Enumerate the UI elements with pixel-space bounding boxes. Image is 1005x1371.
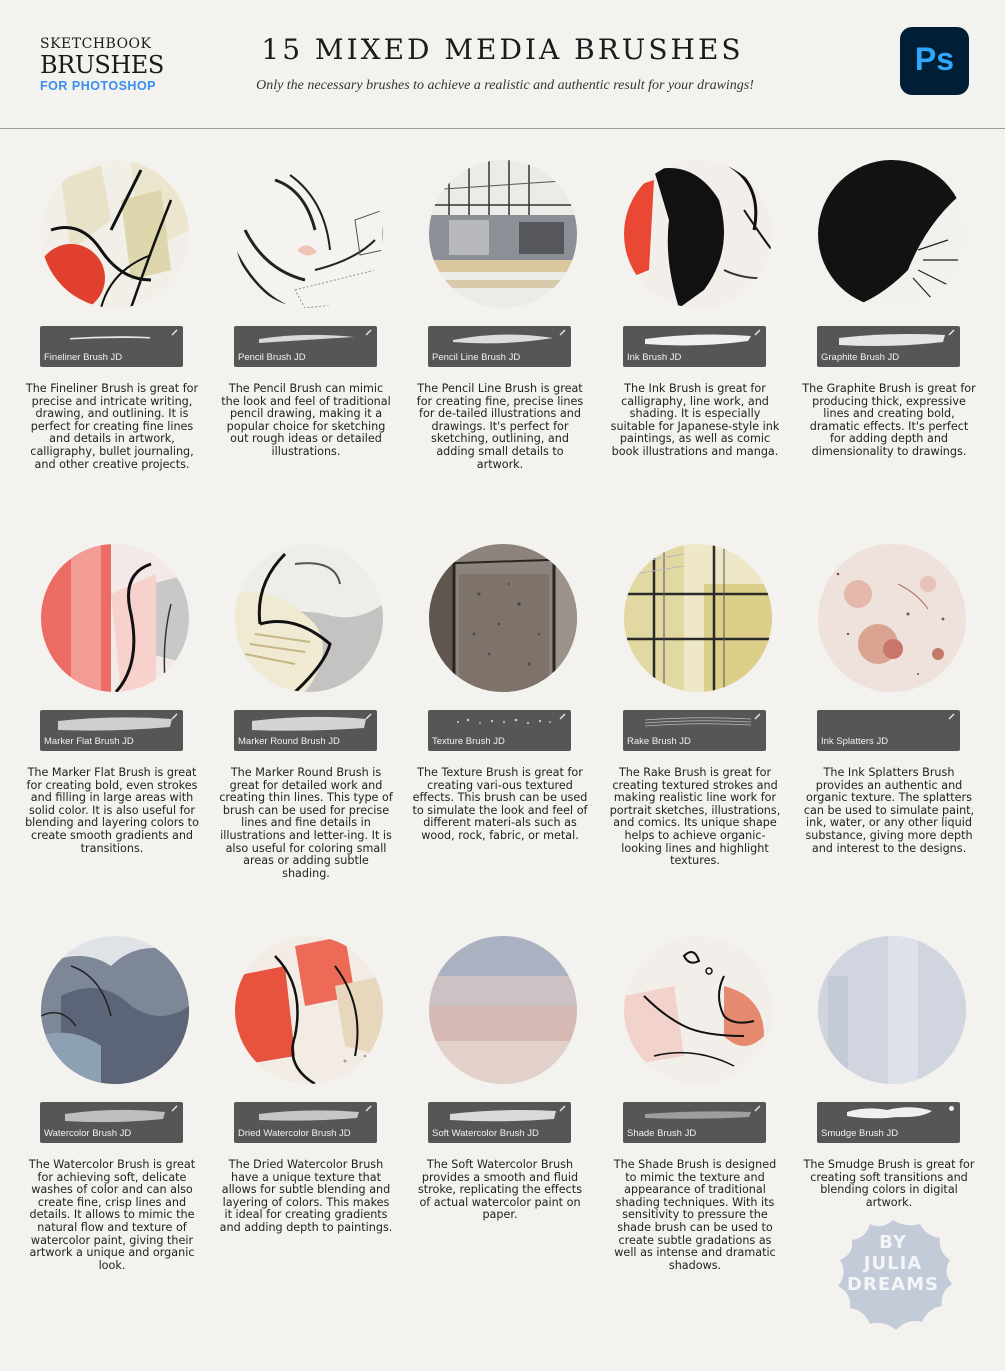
brush-description: The Fineliner Brush is great for precise and intricate writing, drawing, and outlining. It is perfect for creating fine lines and details in artwork, calligraphy, bullet journaling, and other creative projects.: [25, 382, 199, 471]
brush-description: The Pencil Line Brush is great for creating fine, precise lines for de-tailed illustrations and drawings. It's perfect for sketching, outlining, and adding small details to artwork.: [416, 382, 584, 471]
brush-preview-icon: [948, 329, 955, 336]
stamp-line-dreams: DREAMS: [847, 1274, 939, 1295]
brush-preview-icon: [171, 329, 178, 336]
brush-name-label: Pencil Line Brush JD: [432, 352, 521, 363]
header: [0, 0, 1005, 129]
brush-preview-bar[interactable]: [428, 710, 571, 751]
brush-card-pencil: [218, 150, 394, 530]
brush-preview-bar[interactable]: [817, 710, 960, 751]
brush-name-label: Pencil Brush JD: [238, 352, 306, 363]
stamp-text: [828, 1232, 958, 1295]
brush-name-label: Rake Brush JD: [627, 736, 691, 747]
brush-preview-bar[interactable]: [817, 326, 960, 367]
brush-description: The Watercolor Brush is great for achieving soft, delicate washes of color and can also create fine, crisp lines and details. It allows to mimic the natural flow and texture of watercolor paint, giving their artwork a unique and organic look.: [28, 1158, 196, 1272]
brush-preview-icon: [754, 713, 761, 720]
rake-sample-image: [624, 544, 772, 692]
brush-preview-bar[interactable]: [623, 1102, 766, 1143]
stamp-line-julia: JULIA: [863, 1253, 923, 1274]
author-stamp: [828, 1218, 958, 1336]
brush-preview-bar[interactable]: [428, 326, 571, 367]
brush-card-marker-flat: [24, 534, 200, 914]
brush-card-texture: [412, 534, 588, 914]
brush-preview-icon: [754, 329, 761, 336]
texture-sample-image: [429, 544, 577, 692]
brush-card-graphite: [801, 150, 977, 530]
brush-preview-icon: [559, 1105, 566, 1112]
brush-card-rake: [607, 534, 783, 914]
brush-card-watercolor: [24, 926, 200, 1306]
shade-sample-image: [624, 936, 772, 1084]
brush-description: The Texture Brush is great for creating vari-ous textured effects. This brush can be used to simulate the look and feel of different materi-als such as wood, rock, fabric, or metal.: [412, 766, 588, 842]
photoshop-app-icon: [900, 27, 969, 95]
brush-preview-icon: [365, 329, 372, 336]
logo-line-sketchbook: SKETCHBOOK: [40, 36, 152, 52]
smudge-sample-image: [818, 936, 966, 1084]
brush-card-pencil-line: [412, 150, 588, 530]
brush-name-label: Ink Brush JD: [627, 352, 682, 363]
fineliner-sample-image: [41, 160, 189, 308]
brush-name-label: Soft Watercolor Brush JD: [432, 1128, 539, 1139]
brush-description: The Dried Watercolor Brush have a unique texture that allows for subtle blending and layering of colors. This makes it ideal for creating gradients and adding depth to paintings.: [219, 1158, 393, 1234]
brush-preview-bar[interactable]: [623, 326, 766, 367]
brush-card-soft-watercolor: [412, 926, 588, 1306]
photoshop-icon-text: Ps: [914, 41, 955, 77]
logo-line-for-photoshop: FOR PHOTOSHOP: [40, 79, 157, 93]
marker-round-sample-image: [235, 544, 383, 692]
brush-preview-bar[interactable]: [428, 1102, 571, 1143]
page-subtitle: Only the necessary brushes to achieve a realistic and authentic result for your drawings!: [256, 78, 754, 93]
brush-description: The Ink Brush is great for calligraphy, line work, and shading. It is especially suitable for Japanese-style ink paintings, as well as comic book illustrations and manga.: [610, 382, 780, 458]
brush-name-label: Marker Round Brush JD: [238, 736, 340, 747]
soft-watercolor-sample-image: [429, 936, 577, 1084]
brush-card-ink-splatters: [801, 534, 977, 914]
ink-sample-image: [624, 160, 772, 308]
brush-preview-icon: [559, 329, 566, 336]
brush-preview-icon: [948, 713, 955, 720]
brush-card-dried-watercolor: [218, 926, 394, 1306]
logo-line-brushes: BRUSHES: [40, 51, 164, 79]
brush-name-label: Ink Splatters JD: [821, 736, 889, 747]
brush-card-shade: [607, 926, 783, 1306]
brush-name-label: Dried Watercolor Brush JD: [238, 1128, 351, 1139]
smudge-preview-icon: [948, 1105, 955, 1112]
brush-preview-bar[interactable]: [40, 1102, 183, 1143]
brush-preview-bar[interactable]: [623, 710, 766, 751]
brush-description: The Soft Watercolor Brush provides a smooth and fluid stroke, replicating the effects of actual watercolor paint on paper.: [417, 1158, 583, 1222]
brush-description: The Marker Flat Brush is great for creating bold, even strokes and filling in large areas with solid color. It is also useful for blending and layering colors to create smooth gradients and transitions.: [25, 766, 199, 855]
brush-name-label: Texture Brush JD: [432, 736, 505, 747]
brush-card-fineliner: [24, 150, 200, 530]
dried-watercolor-sample-image: [235, 936, 383, 1084]
brush-preview-icon: [171, 1105, 178, 1112]
brush-preview-bar[interactable]: [40, 710, 183, 751]
brush-preview-bar[interactable]: [40, 326, 183, 367]
page-title: 15 MIXED MEDIA BRUSHES: [261, 33, 744, 66]
brush-description: The Marker Round Brush is great for detailed work and creating thin lines. This type of brush can be used for precise lines and fine details in illustrations and letter-ing. It is also useful for coloring small areas or adding subtle shading.: [219, 766, 393, 880]
brush-name-label: Shade Brush JD: [627, 1128, 697, 1139]
pencil-line-sample-image: [429, 160, 577, 308]
marker-flat-sample-image: [41, 544, 189, 692]
brush-name-label: Watercolor Brush JD: [44, 1128, 132, 1139]
brush-description: The Smudge Brush is great for creating soft transitions and blending colors in digital artwork.: [803, 1158, 975, 1209]
brush-preview-icon: [365, 713, 372, 720]
brush-card-marker-round: [218, 534, 394, 914]
brush-preview-bar[interactable]: [234, 710, 377, 751]
brush-preview-bar[interactable]: [234, 326, 377, 367]
brush-description: The Graphite Brush is great for producing thick, expressive lines and creating bold, dramatic effects. It's perfect for adding depth and dimensionality to drawings.: [802, 382, 976, 458]
brush-preview-icon: [171, 713, 178, 720]
brush-preview-bar[interactable]: [817, 1102, 960, 1143]
watercolor-sample-image: [41, 936, 189, 1084]
brush-name-label: Marker Flat Brush JD: [44, 736, 134, 747]
brush-name-label: Smudge Brush JD: [821, 1128, 899, 1139]
brush-description: The Shade Brush is designed to mimic the texture and appearance of traditional shading techniques. With its sensitivity to pressure the shade brush can be used to create subtle gradations as well as intense and dramatic shadows.: [613, 1158, 777, 1272]
brush-card-ink: [607, 150, 783, 530]
brush-description: The Pencil Brush can mimic the look and feel of traditional pencil drawing, making it a popular choice for sketching out rough ideas or detailed illustrations.: [221, 382, 391, 458]
brand-logo: [40, 36, 175, 93]
brush-name-label: Graphite Brush JD: [821, 352, 900, 363]
brush-preview-icon: [559, 713, 566, 720]
brush-name-label: Fineliner Brush JD: [44, 352, 123, 363]
brush-preview-icon: [365, 1105, 372, 1112]
brush-description: The Rake Brush is great for creating textured strokes and making realistic line work for portrait sketches, illustrations, and comics. Its unique shape helps to achieve organic-looking lines and highlight textures.: [609, 766, 781, 868]
pencil-sample-image: [235, 160, 383, 308]
stamp-line-by: BY: [879, 1232, 907, 1253]
ink-splatters-sample-image: [818, 544, 966, 692]
brush-description: The Ink Splatters Brush provides an authentic and organic texture. The splatters can be used to simulate paint, ink, water, or any other liquid substance, giving more depth and interest to the designs.: [803, 766, 975, 855]
brush-preview-bar[interactable]: [234, 1102, 377, 1143]
brush-preview-icon: [754, 1105, 761, 1112]
graphite-sample-image: [818, 160, 966, 308]
